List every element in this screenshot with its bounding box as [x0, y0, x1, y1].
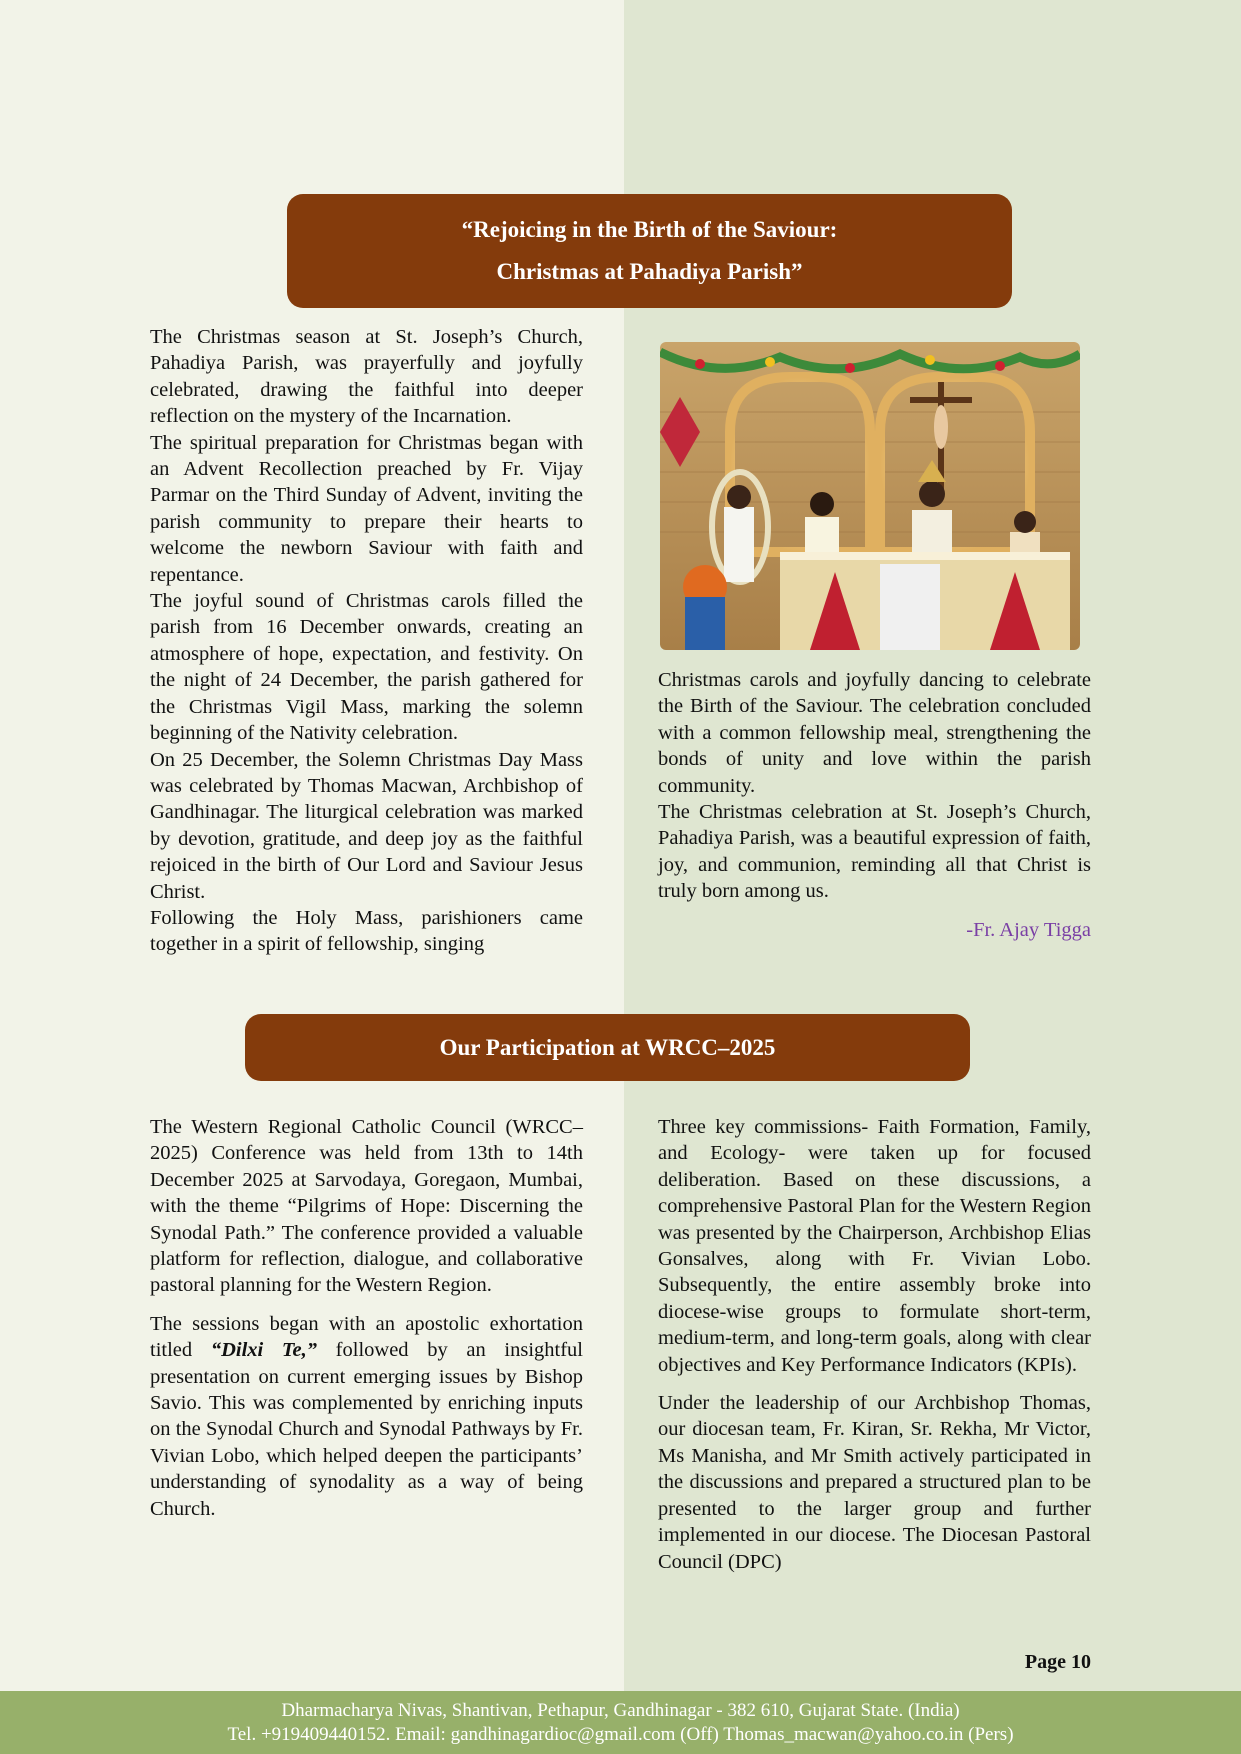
wrcc-title-banner — [245, 1014, 970, 1081]
christmas-article-left-column — [150, 324, 583, 958]
paragraph: Three key commissions- Faith Formation, Family, and Ecology- were taken up for focused deliberation. Based on these discussions, a comprehensive Pastoral Plan for the Western Region was presented by the Chairperson, Archbishop Elias Gonsalves, along with Fr. Vivian Lobo. Subsequently, the entire assembly broke into diocese-wise groups to formulate short-term, medium-term, and long-term goals, along with clear objectives and Key Performance Indicators (KPIs). — [658, 1116, 1091, 1376]
footer — [0, 1691, 1241, 1754]
wrcc-article-right-column — [658, 1114, 1091, 1575]
christmas-mass-photo — [660, 342, 1080, 650]
paragraph: The Christmas season at St. Joseph’s Church, Pahadiya Parish, was prayerfully and joyfully celebrated, drawing the faithful into deeper reflection on the mystery of the Incarnation. — [150, 326, 583, 428]
paragraph-text: followed by an insightful presentation on current emerging issues by Bishop Savio. This was complemented by enriching inputs on the Synodal Church and Synodal Pathways by Fr. Vivian Lobo, which helped deepen the participants’ understanding of synodality as a way of being Church. — [150, 1339, 583, 1520]
paragraph: The Western Regional Catholic Council (WRCC–2025) Conference was held from 13th to 14th December 2025 at Sarvodaya, Goregaon, Mumbai, with the theme “Pilgrims of Hope: Discerning the Synodal Path.” The conference provided a valuable platform for reflection, dialogue, and collaborative pastoral planning for the Western Region. — [150, 1116, 583, 1297]
article-title-banner — [287, 194, 1012, 308]
wrcc-title: Our Participation at WRCC–2025 — [439, 1034, 776, 1060]
paragraph: The Christmas celebration at St. Joseph’s Church, Pahadiya Parish, was a beautiful expression of faith, joy, and communion, reminding all that Christ is truly born among us. — [658, 801, 1091, 903]
emphasized-title: “Dilxi Te,” — [210, 1339, 317, 1362]
wrcc-article-left-column — [150, 1114, 583, 1522]
paragraph: The joyful sound of Christmas carols filled the parish from 16 December onwards, creating an atmosphere of hope, expectation, and festivity. On the night of 24 December, the parish gathered for the Christmas Vigil Mass, marking the solemn beginning of the Nativity celebration. — [150, 590, 583, 745]
paragraph: The spiritual preparation for Christmas began with an Advent Recollection preached by Fr. Vijay Parmar on the Third Sunday of Advent, inviting the parish community to prepare their hearts to welcome the newborn Saviour with faith and repentance. — [150, 431, 583, 586]
footer-address: Dharmacharya Nivas, Shantivan, Pethapur, Gandhinagar - 382 610, Gujarat State. (India) — [281, 1699, 960, 1721]
christmas-article-right-column — [658, 667, 1091, 943]
paragraph: Christmas carols and joyfully dancing to celebrate the Birth of the Saviour. The celebration concluded with a common fellowship meal, strengthening the bonds of unity and love within the parish community. — [658, 669, 1091, 797]
page-number: Page 10 — [1024, 1651, 1091, 1673]
paragraph-text: The sessions began with an apostolic exhortation titled — [150, 1312, 583, 1362]
author-signature: -Fr. Ajay Tigga — [966, 918, 1091, 941]
footer-contact: Tel. +919409440152. Email: gandhinagardioc@gmail.com (Off) Thomas_macwan@yahoo.co.in (Pers) — [227, 1723, 1014, 1745]
paragraph — [150, 1311, 583, 1522]
article-title-line-2: Christmas at Pahadiya Parish” — [496, 259, 803, 284]
paragraph: Following the Holy Mass, parishioners came together in a spirit of fellowship, singing — [150, 906, 583, 956]
paragraph: On 25 December, the Solemn Christmas Day Mass was celebrated by Thomas Macwan, Archbishop of Gandhinagar. The liturgical celebration was marked by devotion, gratitude, and deep joy as the faithful rejoiced in the birth of Our Lord and Saviour Jesus Christ. — [150, 748, 583, 903]
paragraph: Under the leadership of our Archbishop Thomas, our diocesan team, Fr. Kiran, Sr. Rekha, Mr Victor, Ms Manisha, and Mr Smith actively participated in the discussions and prepared a structured plan to be presented to the larger group and further implemented in our diocese. The Diocesan Pastoral Council (DPC) — [658, 1392, 1091, 1573]
article-title-line-1: “Rejoicing in the Birth of the Saviour: — [461, 217, 838, 242]
